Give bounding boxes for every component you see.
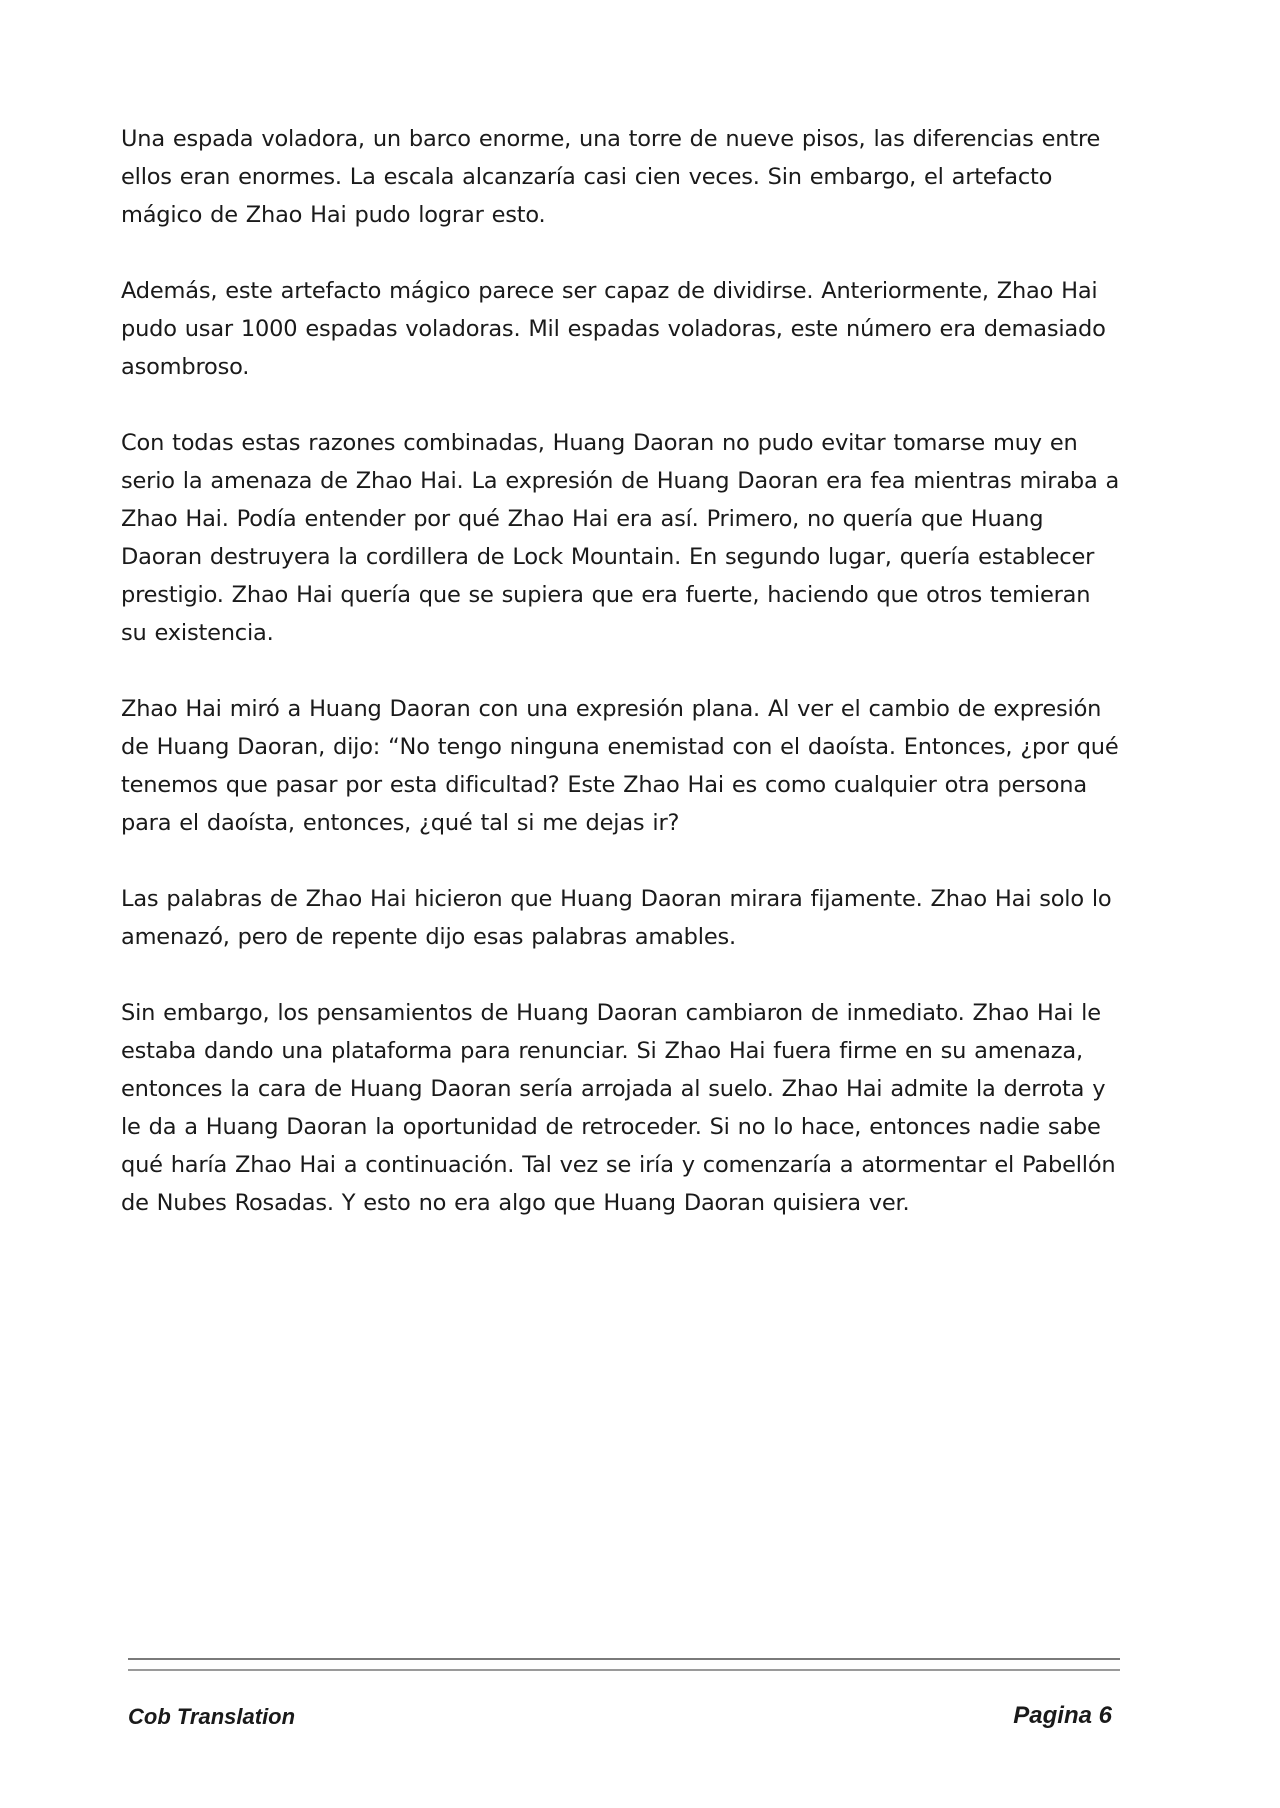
- footer-publisher: Cob Translation: [128, 1704, 296, 1729]
- paragraph-4: Zhao Hai miró a Huang Daoran con una expresión plana. Al ver el cambio de expresión de Huang Daoran, dijo: “No tengo ninguna enemistad con el daoísta. Entonces, ¿por qué tenemos que pasar por esta dificultad? Este Zhao Hai es como cualquier otra persona para el daoísta, entonces, ¿qué tal si me dejas ir?: [121, 696, 1119, 836]
- footer-divider-bottom: [128, 1669, 1120, 1671]
- paragraph-6: Sin embargo, los pensamientos de Huang Daoran cambiaron de inmediato. Zhao Hai le estaba dando una plataforma para renunciar. Si Zhao Hai fuera firme en su amenaza, entonces la cara de Huang Daoran sería arrojada al suelo. Zhao Hai admite la derrota y le da a Huang Daoran la oportunidad de retroceder. Si no lo hace, entonces nadie sabe qué haría Zhao Hai a continuación. Tal vez se iría y comenzaría a atormentar el Pabellón de Nubes Rosadas. Y esto no era algo que Huang Daoran quisiera ver.: [121, 1000, 1116, 1216]
- footer-page-number: Pagina 6: [1013, 1702, 1112, 1729]
- footer-divider-top: [128, 1658, 1120, 1660]
- paragraph-2: Además, este artefacto mágico parece ser capaz de dividirse. Anteriormente, Zhao Hai pudo usar 1000 espadas voladoras. Mil espadas voladoras, este número era demasiado asombroso.: [121, 278, 1106, 380]
- paragraph-3: Con todas estas razones combinadas, Huang Daoran no pudo evitar tomarse muy en serio la amenaza de Zhao Hai. La expresión de Huang Daoran era fea mientras miraba a Zhao Hai. Podía entender por qué Zhao Hai era así. Primero, no quería que Huang Daoran destruyera la cordillera de Lock Mountain. En segundo lugar, quería establecer prestigio. Zhao Hai quería que se supiera que era fuerte, haciendo que otros temieran su existencia.: [121, 430, 1120, 646]
- paragraph-1: Una espada voladora, un barco enorme, una torre de nueve pisos, las diferencias entre ellos eran enormes. La escala alcanzaría casi cien veces. Sin embargo, el artefacto mágico de Zhao Hai pudo lograr esto.: [121, 126, 1101, 228]
- paragraph-5: Las palabras de Zhao Hai hicieron que Huang Daoran mirara fijamente. Zhao Hai solo lo amenazó, pero de repente dijo esas palabras amables.: [121, 886, 1112, 950]
- page-body: [121, 120, 1121, 1260]
